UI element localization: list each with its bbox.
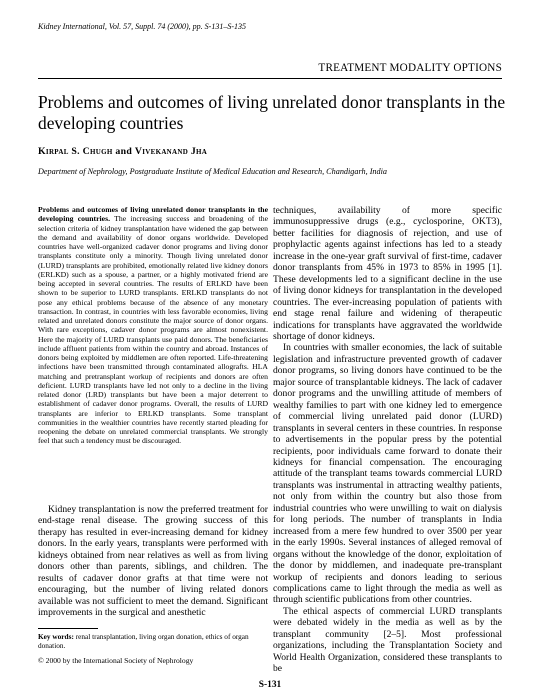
body-paragraph: Kidney transplantation is now the preferred treatment for end-stage renal disease. The growing success of this therapy has resulted in ever-increasing demand for kidney donors. In the early years, transplants were performed with kidneys obtained from near relatives as well as from living donors other than parents, siblings, and children. The results of cadaver donor grafts at that time were not encouraging, but the number of living related donors available was not sufficient to meet the demand. Significant improvements in the surgical and anesthetic [38, 504, 268, 619]
body-paragraph: In countries with smaller economies, the lack of suitable legislation and infrastructure prevented growth of cadaver donor programs, so living donors have continued to be the major source of transplantable kidneys. The lack of cadaver donor programs and the unwilling attitude of members of wealthy families to part with one kidney led to emergence of commercial living unrelated paid donor (LURD) transplants in several centers in these countries. In response to advertisements in the popular press by the potential recipients, poor individuals came forward to donate their kidneys for financial compensation. The encouraging attitude of the transplant teams towards commercial LURD transplants was instrumental in attracting wealthy patients, not only from within the country but also those from industrial countries who were unwilling to wait on dialysis for long periods. The number of transplants in India increased from a mere few hundred to over 3500 per year in the early 1990s. Several instances of alleged removal of organs without the knowledge of the donor, exploitation of the donor by middlemen, and inadequate pre-transplant workup of recipients and donors leading to serious complications came to light through the media as well as through scientific publications from other countries. [273, 342, 502, 606]
abstract-lead: Problems and outcomes of living unrelated donor transplants in the developing countries. [38, 205, 268, 224]
body-paragraph: techniques, availability of more specific immunosuppressive drugs (e.g., cyclosporine, OKT3), better facilities for diagnosis of rejection, and use of prophylactic agents against infections has led to a steady increase in the one-year graft survival of first-time, cadaver donor transplants from 45% in 1973 to 85% in 1995 [1]. These developments led to a significant decline in the use of living donor kidneys for transplantation in the developed countries. The ever-increasing population of patients with end stage renal failure and widening of therapeutic indications for transplants have aggravated the worldwide shortage of donor kidneys. [273, 205, 502, 342]
journal-citation: Kidney International, Vol. 57, Suppl. 74 (2000), pp. S-131–S-135 [38, 22, 246, 31]
abstract-text: The increasing success and broadening of the selection criteria of kidney transplantation have widened the gap between the demand and availability of donor organs worldwide. Developed countries have well-organized cadaver donor programs and living donor transplants constitute only a minority. Though living unrelated donor (LURD) transplants are prohibited, emotionally related live kidney donors (ERLKD) such as a spouse, a partner, or a highly motivated friend are being accepted in several countries. The results of ERLKD have been shown to be superior to LURD transplants. ERLKD transplants do not pose any ethical problems because of the absence of any monetary transaction. In contrast, in countries with less favorable economies, living related and unrelated donors constitute the major source of donor organs. With rare exceptions, cadaver donor programs are almost nonexistent. Here the majority of LURD transplants use paid donors. The beneficiaries include affluent patients from within the country and abroad. Instances of donors being exploited by middlemen are often reported. Life-threatening infections have been transmitted through contaminated allografts. HLA matching and pretransplant workup of recipients and donors are often deficient. LURD transplants have led not only to a decline in the living related donor (LRD) transplants but have been a major deterrent to establishment of cadaver donor programs. Overall, the results of LURD transplants are inferior to ERLKD transplants. Some transplant communities in the wealthier countries have recently started pleading for reopening the debate on unrelated commercial transplants. We strongly feel that such a tendency must be discouraged. [38, 214, 269, 446]
keywords-text: renal transplantation, living organ donation, ethics of organ donation. [38, 632, 249, 650]
authors [38, 146, 207, 157]
page-number: S-131 [258, 680, 282, 690]
author-2: Vivekanand Jha [134, 146, 208, 157]
author-1: Kirpal S. Chugh [38, 146, 113, 157]
header-rule [38, 78, 502, 79]
author-conjunction: and [115, 146, 133, 157]
footnote-rule [38, 628, 98, 629]
section-heading: TREATMENT MODALITY OPTIONS [318, 62, 502, 74]
affiliation: Department of Nephrology, Postgraduate Institute of Medical Education and Research, Chandigarh, India [38, 167, 387, 176]
keywords [38, 633, 268, 651]
abstract-paragraph [38, 205, 268, 446]
keywords-label: Key words: [38, 632, 74, 641]
abstract-block [38, 205, 268, 446]
copyright-notice: © 2000 by the International Society of Nephrology [38, 656, 194, 665]
body-paragraph: The ethical aspects of commercial LURD transplants were debated widely in the media as well as by the transplant community [2–5]. Most professional organizations, including the Transplantation Society and World Health Organization, considered these transplants to be [273, 605, 502, 675]
article-title: Problems and outcomes of living unrelated donor transplants in the developing countries [38, 92, 506, 133]
body-right-column [273, 205, 502, 675]
body-left-column [38, 504, 268, 619]
